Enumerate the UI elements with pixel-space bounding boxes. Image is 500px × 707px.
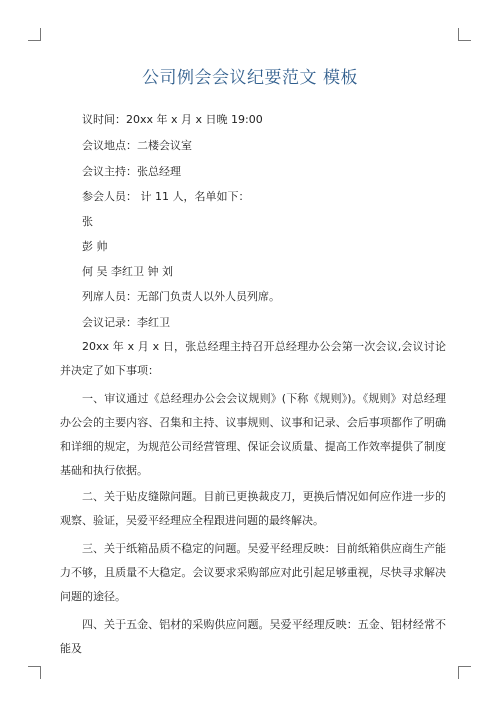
attendee-name: 彭 帅 [82,240,108,253]
item-3-paragraph: 三、关于纸箱品质不稳定的问题。吴爱平经理反映：目前纸箱供应商生产能力不够，且质量不大稳定。会议要求采购部应对此引起足够重视，尽快寻求解决问题的途径。 [60,542,446,603]
page-corner-mark [458,666,471,679]
meeting-host: 会议主持：张总经理 [82,165,181,178]
attendee-name: 张 [82,215,93,228]
meeting-location: 会议地点：二楼会议室 [82,139,192,152]
page-corner-mark [28,666,41,679]
document-title: 公司例会会议纪要范文 模板 [142,68,358,88]
meeting-time: 议时间：20xx 年 x 月 x 日晚 19:00 [82,113,263,126]
attendees-count: 参会人员： 计 11 人，名单如下： [82,190,250,203]
attendee-names: 何 吴 李红卫 钟 刘 [82,265,173,278]
page-corner-mark [28,28,41,41]
minutes-recorder: 会议记录：李红卫 [82,316,170,329]
nonvoting-attendees: 列席人员：无部门负责人以外人员列席。 [82,290,280,303]
item-2-paragraph: 二、关于贴皮缝隙问题。目前已更换裁皮刀，更换后情况如何应作进一步的观察、验证，吴爱平经理应全程跟进问题的最终解决。 [60,490,446,527]
item-4-paragraph: 四、关于五金、铝材的采购供应问题。吴爱平经理反映：五金、铝材经常不能及 [60,618,446,655]
item-1-paragraph: 一、审议通过《总经理办公会会议规则》(下称《规则》)。《规则》对总经理办公会的主要内容、召集和主持、议事规则、议事和记录、会后事项都作了明确和详细的规定，为规范公司经营管理、保证会议质量、提高工作效率提供了制度基础和执行依据。 [60,392,446,477]
intro-paragraph: 20xx 年 x 月 x 日，张总经理主持召开总经理办公会第一次会议,会议讨论并决定了如下事项： [60,340,446,377]
page-corner-mark [458,28,471,41]
